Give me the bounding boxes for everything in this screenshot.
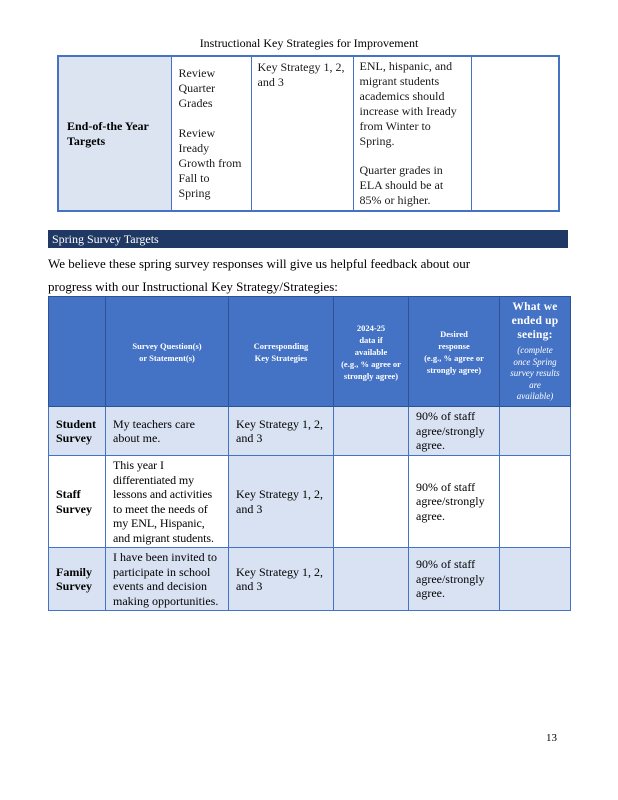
ended-up-seeing-cell	[500, 456, 571, 548]
survey-row-family	[49, 548, 571, 611]
header-line: Desired	[440, 328, 468, 339]
survey-table	[48, 296, 571, 611]
header-what-we-ended-up-seeing	[500, 297, 571, 407]
outcome-item: ENL, hispanic, and migrant students academics should increase with Iready from Winter to Spring.	[359, 59, 457, 148]
header-empty-cell	[49, 297, 106, 407]
header-line: Corresponding	[253, 340, 309, 351]
ended-up-seeing-cell	[500, 407, 571, 456]
header-2024-25-data	[334, 297, 409, 407]
targets-table	[57, 55, 560, 212]
page-number: 13	[546, 732, 557, 744]
header-line: or Statement(s)	[139, 352, 195, 363]
header-line: available	[354, 346, 388, 357]
header-line: (e.g., % agree or strongly agree)	[424, 352, 484, 375]
survey-row-label: Family Survey	[49, 548, 106, 611]
header-desired-response	[409, 297, 500, 407]
data-2024-25-cell	[334, 456, 409, 548]
outcomes-cell	[353, 56, 471, 211]
survey-row-label: Student Survey	[49, 407, 106, 456]
header-line: (e.g., % agree or strongly agree)	[341, 358, 401, 381]
desired-response-cell: 90% of staff agree/strongly agree.	[409, 456, 500, 548]
header-line: data if	[359, 334, 383, 345]
outcome-item: Quarter grades in ELA should be at 85% or higher.	[359, 163, 444, 207]
page-title: Instructional Key Strategies for Improvement	[199, 36, 419, 50]
survey-row-label: Staff Survey	[49, 456, 106, 548]
header-line: Key Strategies	[254, 352, 308, 363]
intro-line: progress with our Instructional Key Strategy/Strategies:	[48, 279, 338, 294]
survey-row-staff	[49, 456, 571, 548]
header-line: Survey Question(s)	[132, 340, 202, 351]
targets-row-label: End-of-the Year Targets	[58, 56, 171, 211]
review-item: Review Iready Growth from Fall to Spring	[178, 126, 242, 200]
empty-cell	[471, 56, 559, 211]
survey-question-cell: This year I differentiated my lessons and activities to meet the needs of my ENL, Hispanic, and migrant students.	[106, 456, 229, 548]
header-line: 2024-25	[356, 322, 386, 333]
survey-question-cell: I have been invited to participate in school events and decision making opportunities.	[106, 548, 229, 611]
review-item: Review Quarter Grades	[178, 66, 216, 110]
ended-up-title: What we ended up seeing:	[511, 301, 559, 342]
intro-line: We believe these spring survey responses will give us helpful feedback about our	[48, 256, 471, 271]
survey-header-row	[49, 297, 571, 407]
survey-question-cell: My teachers care about me.	[106, 407, 229, 456]
data-2024-25-cell	[334, 407, 409, 456]
data-2024-25-cell	[334, 548, 409, 611]
survey-row-student	[49, 407, 571, 456]
targets-row	[58, 56, 559, 211]
key-strategy-cell: Key Strategy 1, 2, and 3	[229, 456, 334, 548]
review-actions-cell	[171, 56, 251, 211]
desired-response-cell: 90% of staff agree/strongly agree.	[409, 548, 500, 611]
ended-up-seeing-cell	[500, 548, 571, 611]
intro-paragraph	[48, 252, 578, 298]
header-corresponding-strategies	[229, 297, 334, 407]
header-line: response	[438, 340, 470, 351]
key-strategy-cell: Key Strategy 1, 2, and 3	[229, 548, 334, 611]
header-survey-question	[106, 297, 229, 407]
ended-up-note: (complete once Spring survey results are available)	[510, 345, 560, 402]
desired-response-cell: 90% of staff agree/strongly agree.	[409, 407, 500, 456]
key-strategy-cell: Key Strategy 1, 2, and 3	[251, 56, 353, 211]
key-strategy-cell: Key Strategy 1, 2, and 3	[229, 407, 334, 456]
section-banner: Spring Survey Targets	[48, 230, 568, 248]
